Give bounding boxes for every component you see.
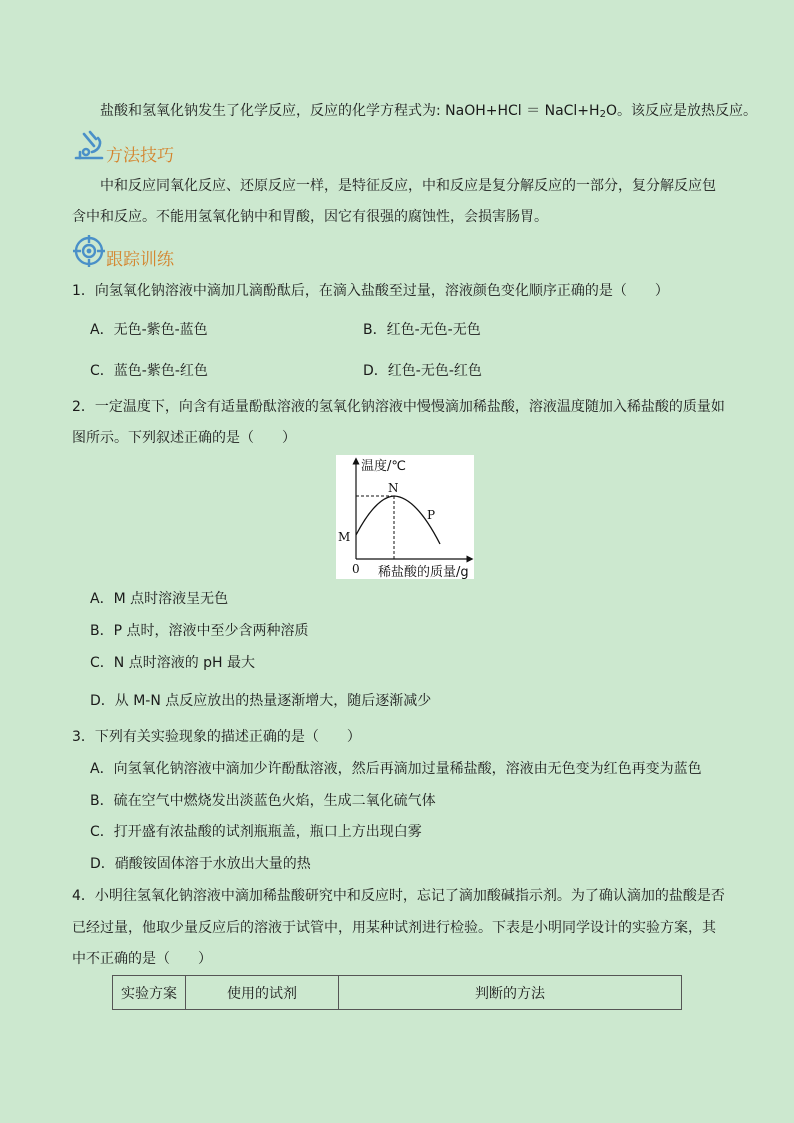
intro-text-tail: O。该反应是放热反应。 [605,103,757,119]
q2-stem-line-1: 2．一定温度下，向含有适量酚酞溶液的氢氧化钠溶液中慢慢滴加稀盐酸，溶液温度随加入稀盐酸的质量如 [72,399,725,415]
intro-subscript: 2 [599,109,606,120]
q2-option-b: B．P 点时，溶液中至少含两种溶质 [90,623,309,639]
q3-option-b: B．硫在空气中燃烧发出淡蓝色火焰，生成二氧化硫气体 [90,793,436,809]
q4-stem-line-2: 已经过量，他取少量反应后的溶液于试管中，用某种试剂进行检验。下表是小明同学设计的实验方案，其 [72,920,716,936]
q3-option-c: C．打开盛有浓盐酸的试剂瓶瓶盖，瓶口上方出现白雾 [90,824,422,840]
q4-stem-line-3: 中不正确的是（ ） [72,951,212,967]
point-label-p: P [427,508,436,522]
table-header-cell: 实验方案 [113,976,186,1010]
experiment-table [112,975,682,1010]
temperature-chart [336,455,474,579]
method-line-1: 中和反应同氧化反应、还原反应一样，是特征反应，中和反应是复分解反应的一部分，复分解反应包 [100,178,716,194]
q1-stem: 1．向氢氧化钠溶液中滴加几滴酚酞后，在滴入盐酸至过量，溶液颜色变化顺序正确的是（ ） [72,283,669,299]
q2-option-d: D．从 M-N 点反应放出的热量逐渐增大，随后逐渐减少 [90,693,432,709]
q2-option-a: A．M 点时溶液呈无色 [90,591,229,607]
table-header-row [113,976,682,1010]
q2-option-c: C．N 点时溶液的 pH 最大 [90,655,256,671]
practice-title: 跟踪训练 [106,250,174,270]
y-axis-label: 温度/℃ [361,459,406,474]
q1-option-a: A．无色-紫色-蓝色 [90,322,208,338]
intro-line [100,102,757,120]
q1-option-c: C．蓝色-紫色-红色 [90,363,208,379]
q1-option-b: B．红色-无色-无色 [363,322,481,338]
q3-stem: 3．下列有关实验现象的描述正确的是（ ） [72,729,361,745]
intro-text-before: 盐酸和氢氧化钠发生了化学反应，反应的化学方程式为: NaOH+HCl [100,103,522,119]
intro-equal-sign: ＝ [526,103,541,119]
microscope-icon [72,128,106,166]
table-header-cell: 判断的方法 [339,976,682,1010]
q4-stem-line-1: 4．小明往氢氧化钠溶液中滴加稀盐酸研究中和反应时，忘记了滴加酸碱指示剂。为了确认滴加的盐酸是否 [72,888,725,904]
q2-stem-line-2: 图所示。下列叙述正确的是（ ） [72,430,296,446]
q3-option-a: A．向氢氧化钠溶液中滴加少许酚酞溶液，然后再滴加过量稀盐酸，溶液由无色变为红色再变为蓝色 [90,761,702,777]
point-label-m: M [338,530,351,544]
intro-text-after: NaCl+H [544,103,600,119]
target-icon [72,234,106,272]
point-label-n: N [388,481,399,495]
method-title: 方法技巧 [106,146,174,166]
q3-option-d: D．硝酸铵固体溶于水放出大量的热 [90,856,311,872]
x-axis-label: 稀盐酸的质量/g [378,565,469,579]
table-header-cell: 使用的试剂 [186,976,339,1010]
q1-option-d: D．红色-无色-红色 [363,363,482,379]
method-line-2: 含中和反应。不能用氢氧化钠中和胃酸，因它有很强的腐蚀性，会损害肠胃。 [72,209,548,225]
origin-label: 0 [352,562,360,576]
